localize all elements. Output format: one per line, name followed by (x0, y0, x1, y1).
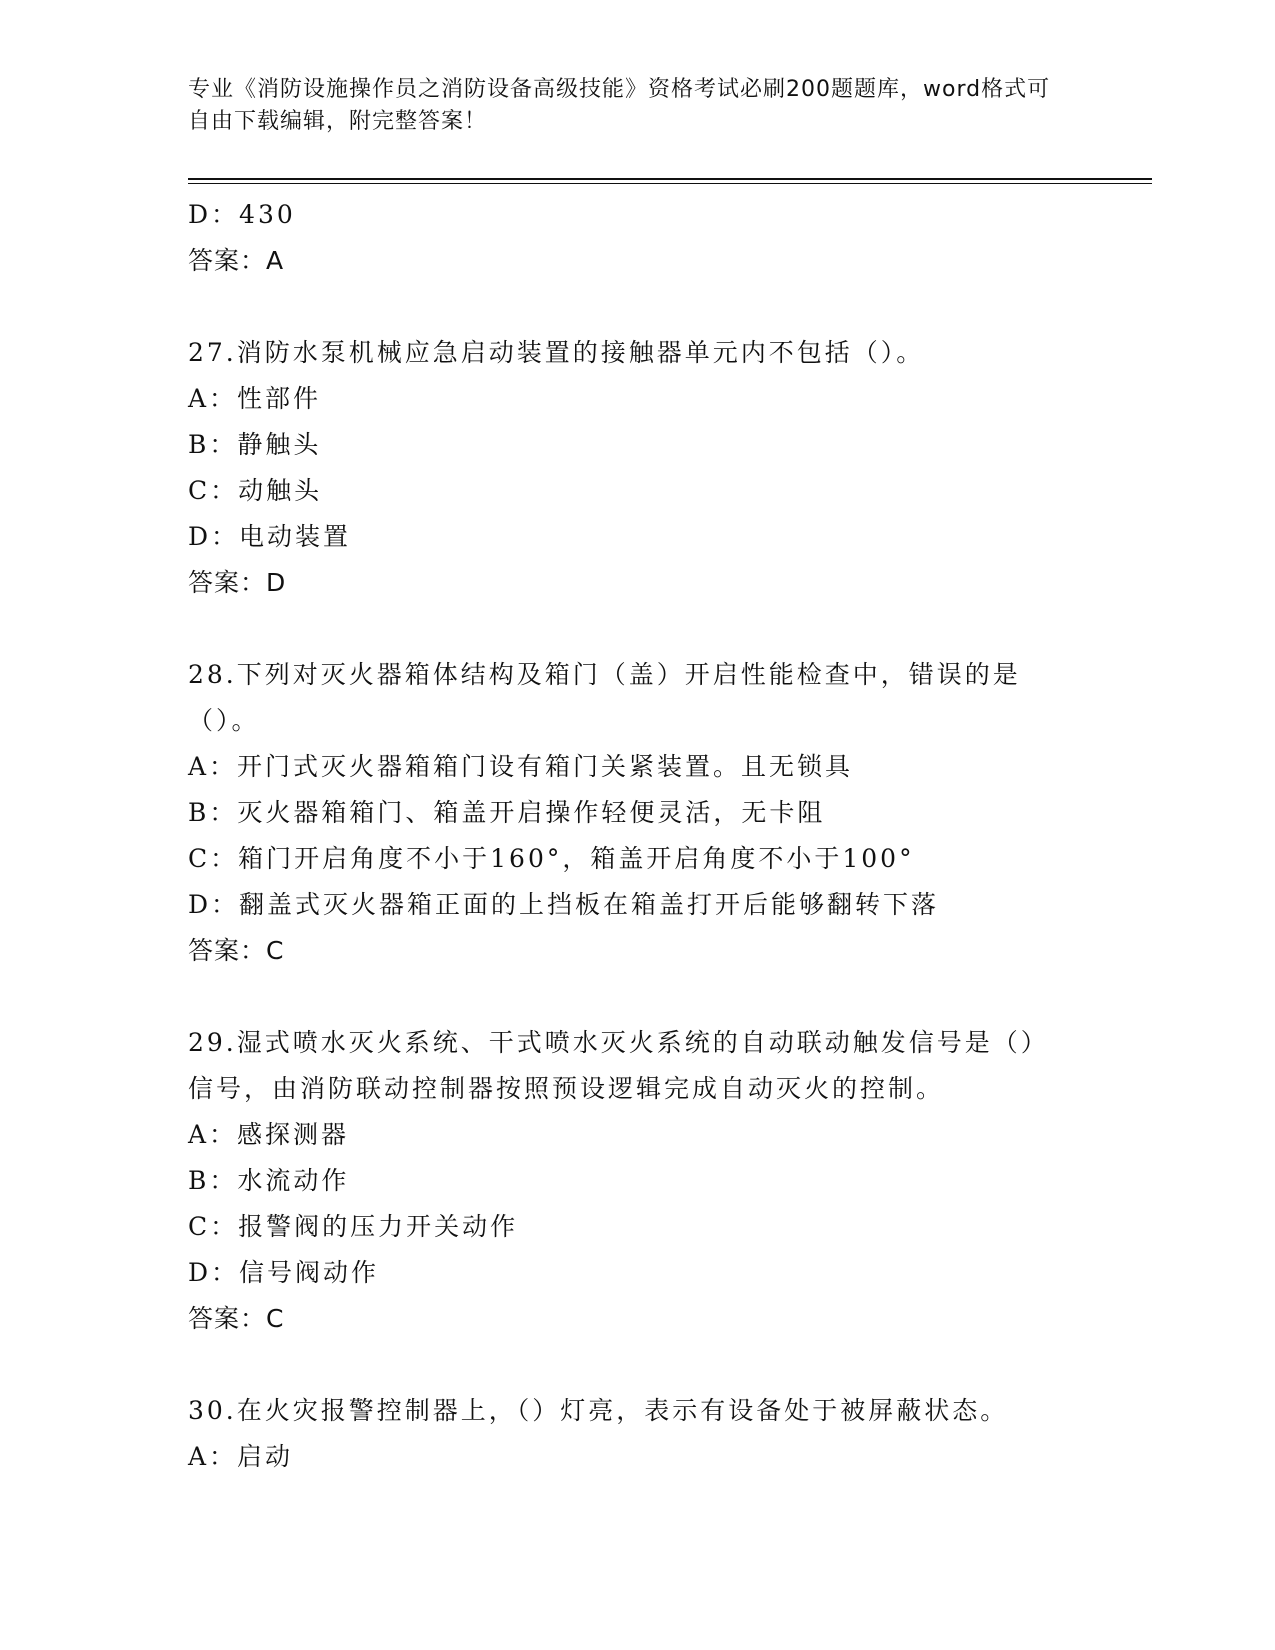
answer-text: 答案：C (188, 1304, 285, 1333)
spacer (188, 606, 1088, 652)
option-a: A：性部件 (188, 384, 322, 413)
question-list (188, 192, 1088, 1480)
option-a: A：启动 (188, 1442, 294, 1471)
question-stem-30: 30.在火灾报警控制器上，（）灯亮，表示有设备处于被屏蔽状态。 (188, 1396, 1009, 1425)
option-c: C：动触头 (188, 476, 323, 505)
spacer (188, 1342, 1088, 1388)
option-b: B：水流动作 (188, 1166, 350, 1195)
option-d: D：电动装置 (188, 522, 352, 551)
answer-text: 答案：C (188, 936, 285, 965)
spacer (188, 974, 1088, 1020)
option-a: A：感探测器 (188, 1120, 350, 1149)
question-stem-27: 27.消防水泵机械应急启动装置的接触器单元内不包括（）。 (188, 338, 925, 367)
answer-text: 答案：D (188, 568, 287, 597)
question-stem-29: 29.湿式喷水灭火系统、干式喷水灭火系统的自动联动触发信号是（）信号，由消防联动控制器按照预设逻辑完成自动灭火的控制。 (188, 1028, 1037, 1103)
option-c: C：箱门开启角度不小于160°，箱盖开启角度不小于100° (188, 844, 915, 873)
spacer (188, 284, 1088, 330)
option-b: B：灭火器箱箱门、箱盖开启操作轻便灵活，无卡阻 (188, 798, 826, 827)
option-b: B：静触头 (188, 430, 322, 459)
answer-text: 答案：A (188, 246, 285, 275)
option-d: D：信号阀动作 (188, 1258, 380, 1287)
option-d: D：翻盖式灭火器箱正面的上挡板在箱盖打开后能够翻转下落 (188, 890, 940, 919)
option-c: C：报警阀的压力开关动作 (188, 1212, 519, 1241)
option-a: A：开门式灭火器箱箱门设有箱门关紧装置。且无锁具 (188, 752, 854, 781)
header-divider-thin (188, 183, 1152, 184)
question-stem-28: 28.下列对灭火器箱体结构及箱门（盖）开启性能检查中，错误的是（）。 (188, 660, 1021, 735)
option-d: D：430 (188, 200, 296, 229)
header-divider (188, 178, 1152, 180)
page-header: 专业《消防设施操作员之消防设备高级技能》资格考试必刷200题题库，word格式可自由下载编辑，附完整答案！ (188, 77, 1051, 134)
